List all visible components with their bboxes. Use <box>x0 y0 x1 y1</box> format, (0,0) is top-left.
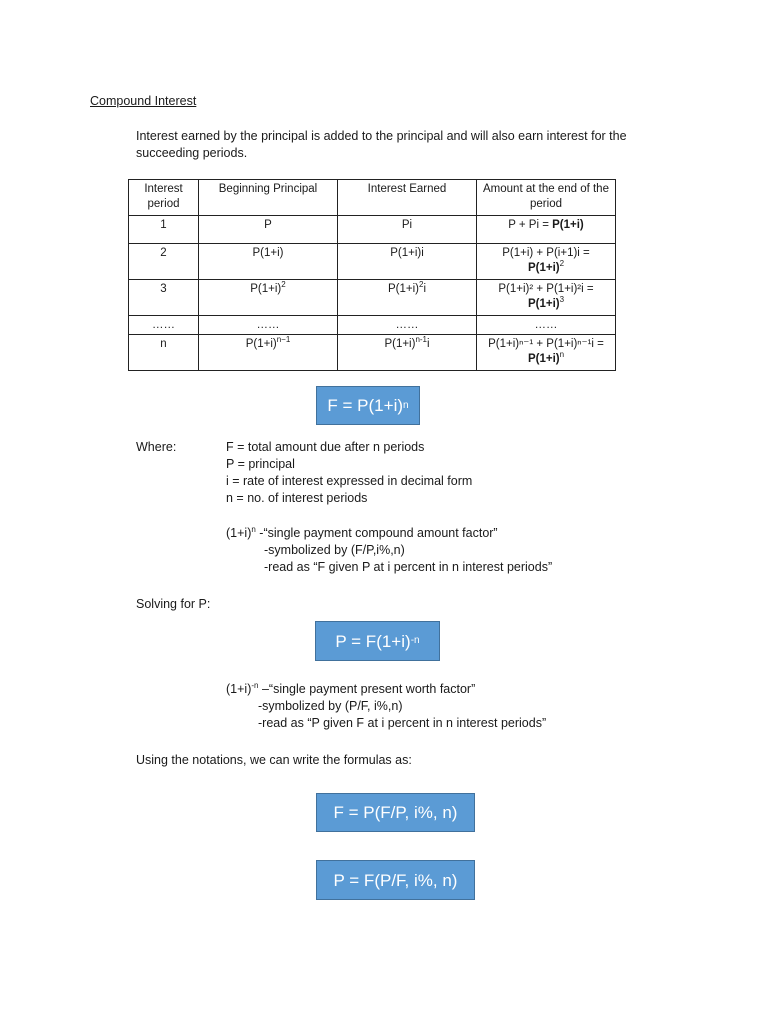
interest-tail: i <box>423 283 426 295</box>
definition-line: F = total amount due after n periods <box>226 440 425 454</box>
table-row <box>129 335 616 371</box>
amount-text: P + Pi = <box>508 219 553 231</box>
factor-exponent: n <box>251 524 256 534</box>
factor-compound-amount <box>226 525 552 576</box>
factor-exponent: -n <box>251 680 259 690</box>
intro-paragraph: Interest earned by the principal is added to the principal and will also earn interest for the succeeding periods. <box>136 129 627 160</box>
header-interest-earned: Interest Earned <box>338 180 477 216</box>
interest-exponent: 2 <box>418 280 424 290</box>
where-label: Where: <box>136 440 177 454</box>
solving-label: Solving for P: <box>136 597 211 611</box>
factor-name: –“single payment present worth factor” <box>258 682 476 696</box>
formula-box-present-worth: P = F(1+i) -n <box>315 621 440 661</box>
beginning-text: P(1+i) <box>250 283 282 295</box>
cell-beginning <box>199 280 338 316</box>
cell-period: 2 <box>129 244 199 280</box>
factor-base: (1+i) <box>226 526 252 540</box>
formula-box-pf-notation <box>316 860 475 900</box>
amount-result: P(1+i) <box>552 219 584 231</box>
page-title: Compound Interest <box>90 94 197 108</box>
formula-text: P = F(P/F, i%, n) <box>333 870 458 890</box>
definition-line: P = principal <box>226 457 295 471</box>
amount-result: P(1+i) <box>527 262 560 274</box>
cell-period: 1 <box>129 216 199 244</box>
amount-exponent: n <box>559 350 565 360</box>
cell-interest <box>338 280 477 316</box>
cell-beginning <box>199 335 338 371</box>
using-notations-text: Using the notations, we can write the formulas as: <box>136 753 412 767</box>
cell-amount <box>477 244 616 280</box>
factor-base: (1+i) <box>226 682 252 696</box>
cell-beginning: …… <box>199 316 338 335</box>
compound-interest-table <box>128 179 616 371</box>
header-amount-end: Amount at the end of the period <box>477 180 616 216</box>
cell-beginning: P(1+i) <box>199 244 338 280</box>
where-definitions <box>226 439 472 507</box>
factor-name: -“single payment compound amount factor” <box>255 526 498 540</box>
amount-text: P(1+i) + P(i+1)i = <box>502 247 590 259</box>
interest-exponent: n-1 <box>415 335 427 345</box>
header-beginning-principal: Beginning Principal <box>199 180 338 216</box>
cell-interest: …… <box>338 316 477 335</box>
interest-tail: i <box>427 338 430 350</box>
table-row <box>129 244 616 280</box>
cell-amount <box>477 335 616 371</box>
interest-text: P(1+i) <box>387 283 419 295</box>
interest-text: P(1+i) <box>384 338 416 350</box>
formula-box-future-value: F = P(1+i) n <box>316 386 420 425</box>
cell-beginning: P <box>199 216 338 244</box>
cell-amount <box>477 216 616 244</box>
factor-symbol: -symbolized by (P/F, i%,n) <box>258 699 403 713</box>
beginning-exponent: 2 <box>281 280 286 290</box>
beginning-text: P(1+i) <box>245 338 277 350</box>
cell-interest <box>338 335 477 371</box>
cell-amount: …… <box>477 316 616 335</box>
beginning-exponent: n−1 <box>276 335 291 345</box>
definition-line: n = no. of interest periods <box>226 491 368 505</box>
formula-text: F = P(F/P, i%, n) <box>333 803 458 822</box>
table-header-row <box>129 180 616 216</box>
table-row <box>129 280 616 316</box>
amount-result: P(1+i) <box>527 353 560 365</box>
amount-exponent: 3 <box>559 295 565 305</box>
formula-text: F = P(1+i) <box>327 396 404 415</box>
cell-period: 3 <box>129 280 199 316</box>
formula-text: P = F(1+i) <box>335 631 411 651</box>
amount-result: P(1+i) <box>527 298 560 310</box>
amount-text: P(1+i)ⁿ⁻¹ + P(1+i)ⁿ⁻¹i = <box>488 338 604 350</box>
factor-present-worth <box>226 681 546 732</box>
factor-read-as: -read as “F given P at i percent in n interest periods” <box>264 560 553 574</box>
formula-box-fp-notation <box>316 793 475 832</box>
factor-symbol: -symbolized by (F/P,i%,n) <box>264 543 405 557</box>
cell-interest: P(1+i)i <box>338 244 477 280</box>
cell-period: n <box>129 335 199 371</box>
header-interest-period: Interest period <box>129 180 199 216</box>
table-row <box>129 216 616 244</box>
cell-amount <box>477 280 616 316</box>
factor-read-as: -read as “P given F at i percent in n interest periods” <box>258 716 547 730</box>
amount-text: P(1+i)² + P(1+i)²i = <box>498 283 594 295</box>
cell-period: …… <box>129 316 199 335</box>
amount-exponent: 2 <box>559 259 565 269</box>
definition-line: i = rate of interest expressed in decimal form <box>226 474 473 488</box>
table-row <box>129 316 616 335</box>
cell-interest: Pi <box>338 216 477 244</box>
